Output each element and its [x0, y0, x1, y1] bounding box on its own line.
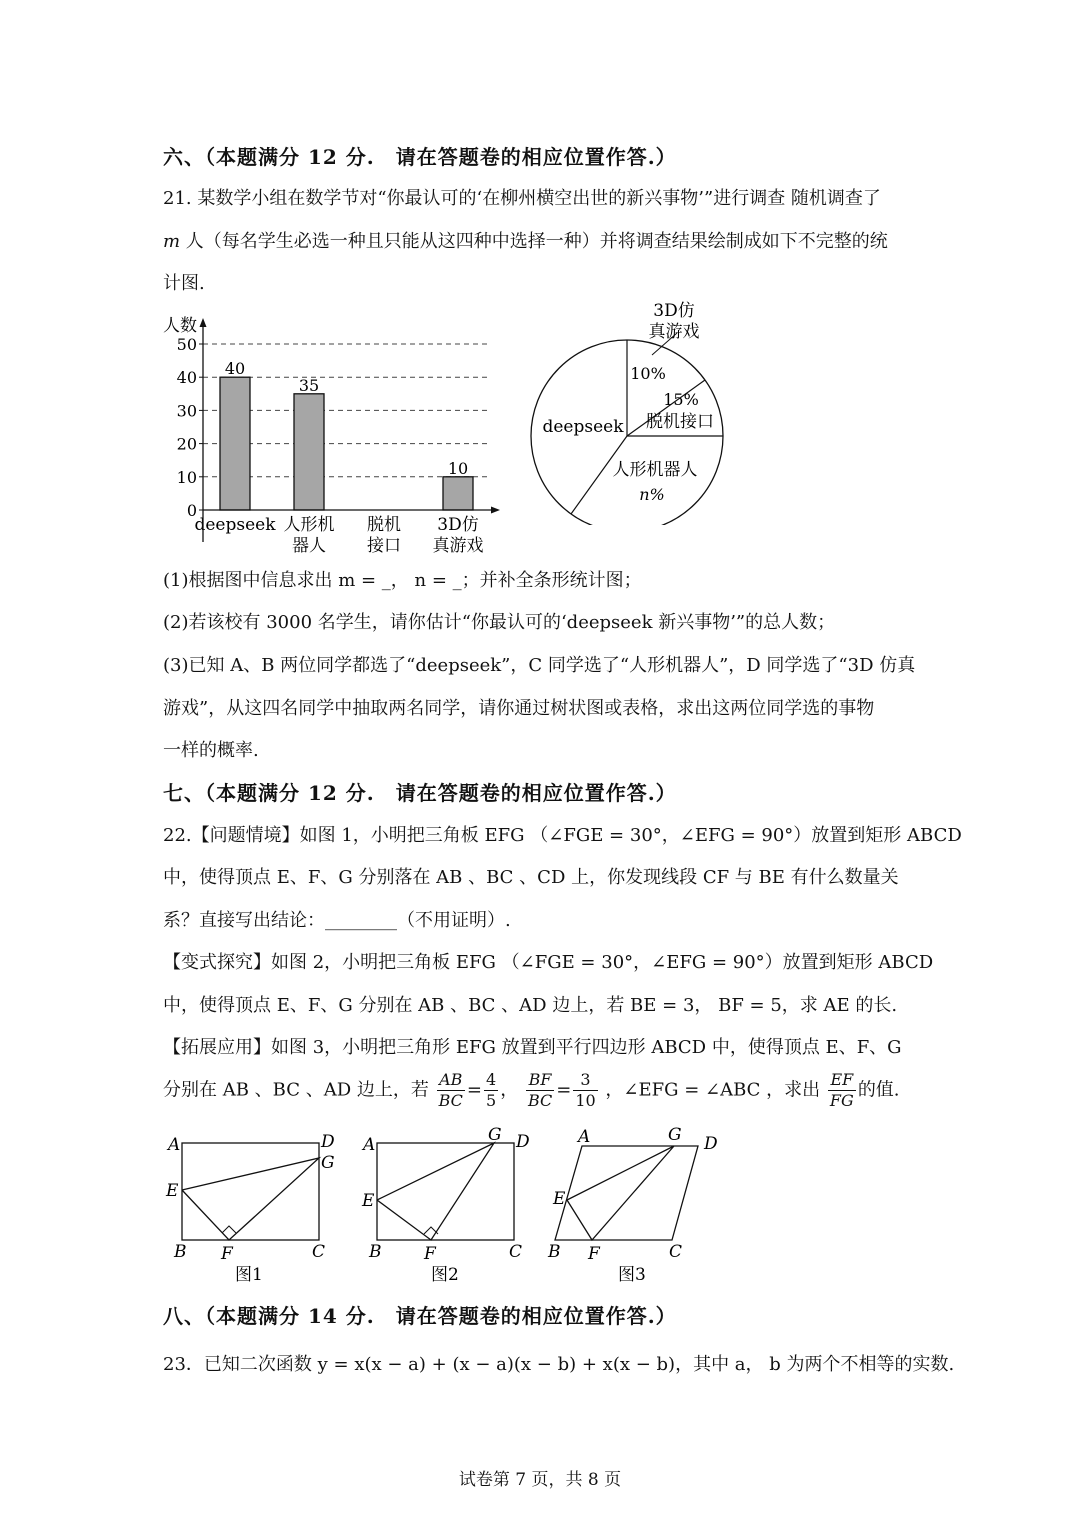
q21-sub-3-line-2: 游戏”，从这四名同学中抽取两名同学，请你通过树状图或表格，求出这两位同学选的事物: [163, 698, 875, 719]
fig2-triangle: [377, 1143, 494, 1240]
pie-label-deepseek: deepseek: [542, 417, 624, 437]
fig2-rectangle: [377, 1143, 514, 1240]
fig2-label-B: B: [369, 1242, 382, 1262]
fig3-label-B: B: [548, 1242, 561, 1262]
q22-line-4: 【变式探究】如图 2，小明把三角板 EFG （∠FGE = 30°，∠EFG = 90°）放置到矩形 ABCD: [163, 952, 934, 973]
fraction-ef-fg: [828, 1070, 856, 1111]
data-label-3: 10: [447, 458, 469, 478]
fraction-bf-bc: [526, 1070, 554, 1111]
y-tick-label-10: 10: [176, 467, 197, 487]
section-6-heading: 六、（本题满分 12 分. 请在答题卷的相应位置作答.）: [163, 145, 677, 169]
y-axis-arrow: [200, 318, 207, 327]
bar-3: [443, 477, 473, 510]
fig2-label-G: G: [488, 1125, 502, 1145]
pie-value-offline: 15%: [663, 390, 699, 409]
bar-chart: [160, 310, 510, 560]
fig3-parallelogram: [555, 1146, 698, 1240]
fig1-caption: 图1: [235, 1265, 263, 1285]
q22-line-7-b: ，∠EFG = ∠ABC ，求出: [605, 1079, 821, 1101]
frac-num: 3: [573, 1070, 597, 1091]
separator: ，: [500, 1079, 519, 1101]
q21-line-1: 21. 某数学小组在数学节对“你最认可的‘在柳州横空出世的新兴事物’”进行调查 随机调查了: [163, 188, 881, 209]
section-8-heading: 八、（本题满分 14 分. 请在答题卷的相应位置作答.）: [163, 1304, 677, 1328]
pie-label-offline: 脱机接口: [646, 412, 714, 432]
data-label-1: 35: [298, 375, 320, 395]
fig3-label-E: E: [553, 1189, 566, 1209]
figure-1: [165, 1132, 335, 1285]
frac-den: 5: [486, 1091, 497, 1110]
fig1-label-D: D: [321, 1132, 335, 1152]
fig3-label-G: G: [668, 1125, 682, 1145]
fig3-caption: 图3: [618, 1265, 646, 1285]
q21-sub-3-line-3: 一样的概率.: [163, 740, 259, 761]
figure-2: [361, 1125, 530, 1285]
q22-line-7: [163, 1070, 900, 1111]
equals: =: [556, 1079, 572, 1101]
frac-den: BC: [438, 1091, 463, 1110]
bar-series: [220, 359, 473, 510]
fig2-label-A: A: [363, 1135, 376, 1155]
var-m: m: [163, 231, 181, 252]
frac-den: BC: [527, 1091, 553, 1110]
fig3-triangle: [567, 1146, 674, 1240]
y-tick-label-0: 0: [186, 501, 197, 520]
pie-chart: [520, 295, 750, 525]
y-axis-label: 人数: [163, 316, 197, 336]
q21-line-2-text: 人（每名学生必选一种且只能从这四种中选择一种）并将调查结果绘制成如下不完整的统: [180, 231, 888, 252]
category-label-3-1: 真游戏: [432, 536, 484, 556]
q22-line-5: 中，使得顶点 E、F、G 分别在 AB 、BC 、AD 边上，若 BE = 3， BF = 5，求 AE 的长.: [163, 995, 898, 1016]
q22-line-6: 【拓展应用】如图 3，小明把三角形 EFG 放置到平行四边形 ABCD 中，使得顶点 E、F、G: [163, 1037, 902, 1058]
frac-den: FG: [829, 1091, 854, 1110]
fig2-label-E: E: [362, 1191, 375, 1211]
frac-num: AB: [437, 1070, 465, 1091]
bar-categories: [194, 515, 483, 556]
frac-num: 4: [486, 1070, 497, 1089]
category-label-3-0: 3D仿: [437, 515, 479, 535]
q21-sub-3-line-1: (3)已知 A、B 两位同学都选了“deepseek”，C 同学选了“人形机器人”，D 同学选了“3D 仿真: [163, 655, 916, 676]
bar-0: [220, 377, 250, 510]
fraction-4-5: [484, 1070, 498, 1111]
y-tick-label-40: 40: [176, 368, 197, 388]
fig3-label-F: F: [588, 1244, 600, 1264]
pie-label-3d-1: 3D仿: [653, 301, 695, 321]
fig1-rectangle: [182, 1143, 319, 1240]
y-tick-label-50: 50: [176, 335, 197, 354]
fig1-triangle: [182, 1158, 319, 1240]
page-footer: 试卷第 7 页，共 8 页: [458, 1470, 622, 1490]
category-label-2-0: 脱机: [367, 515, 401, 535]
fig2-label-C: C: [509, 1242, 523, 1262]
frac-num: BF: [526, 1070, 554, 1091]
q21-line-2: [163, 227, 888, 253]
pie-value-3d: 10%: [630, 364, 666, 383]
pie-value-robot: n%: [639, 485, 665, 504]
fig3-label-A: A: [578, 1127, 591, 1147]
category-label-1-1: 器人: [292, 536, 326, 556]
q23-text: 23．已知二次函数 y = x(x − a) + (x − a)(x − b) + x(x − b)，其中 a， b 为两个不相等的实数.: [163, 1354, 955, 1375]
section-7-heading: 七、（本题满分 12 分. 请在答题卷的相应位置作答.）: [163, 781, 677, 805]
q22-line-1: 22.【问题情境】如图 1，小明把三角板 EFG （∠FGE = 30°，∠EFG = 90°）放置到矩形 ABCD: [163, 825, 962, 846]
category-label-2-1: 接口: [367, 536, 401, 556]
q22-line-3: 系？直接写出结论：________（不用证明）.: [163, 910, 511, 931]
q21-sub-2: (2)若该校有 3000 名学生，请你估计“你最认可的‘deepseek 新兴事物’”的总人数；: [163, 612, 836, 633]
pie-label-robot: 人形机器人: [612, 460, 698, 480]
pie-label-3d-2: 真游戏: [648, 322, 700, 342]
q21-sub-1: (1)根据图中信息求出 m = _， n = _；并补全条形统计图；: [163, 570, 642, 591]
q22-line-7-a: 分别在 AB 、BC 、AD 边上，若: [163, 1079, 429, 1101]
q21-line-3: 计图.: [163, 273, 205, 294]
fig2-label-F: F: [424, 1244, 436, 1264]
fig2-label-D: D: [516, 1132, 530, 1152]
fig1-label-C: C: [312, 1242, 326, 1262]
fig3-label-D: D: [704, 1134, 718, 1154]
q22-line-2: 中，使得顶点 E、F、G 分别落在 AB 、BC 、CD 上，你发现线段 CF 与 BE 有什么数量关: [163, 867, 899, 888]
equals: =: [466, 1079, 483, 1101]
fig2-caption: 图2: [431, 1265, 459, 1285]
category-label-1-0: 人形机: [283, 515, 335, 535]
bar-y-ticks: [177, 335, 203, 520]
y-tick-label-20: 20: [176, 434, 197, 454]
frac-den: 10: [575, 1091, 596, 1110]
category-label-0-0: deepseek: [194, 515, 276, 535]
x-axis-arrow: [491, 507, 500, 514]
fig3-label-C: C: [669, 1242, 683, 1262]
fig1-label-F: F: [221, 1244, 233, 1264]
frac-num: EF: [828, 1070, 856, 1091]
fraction-3-10: [573, 1070, 597, 1111]
figure-3: [547, 1125, 718, 1285]
fraction-ab-bc: [437, 1070, 465, 1111]
data-label-0: 40: [224, 359, 246, 379]
y-tick-label-30: 30: [176, 401, 197, 421]
geometry-figures: [155, 1120, 735, 1290]
bar-1: [294, 394, 324, 510]
fig1-label-A: A: [168, 1135, 181, 1155]
q22-line-7-c: 的值.: [857, 1079, 900, 1101]
fig1-label-E: E: [166, 1181, 179, 1201]
fig1-label-G: G: [321, 1153, 335, 1173]
fig1-right-angle-mark: [222, 1226, 236, 1233]
fig1-label-B: B: [174, 1242, 187, 1262]
